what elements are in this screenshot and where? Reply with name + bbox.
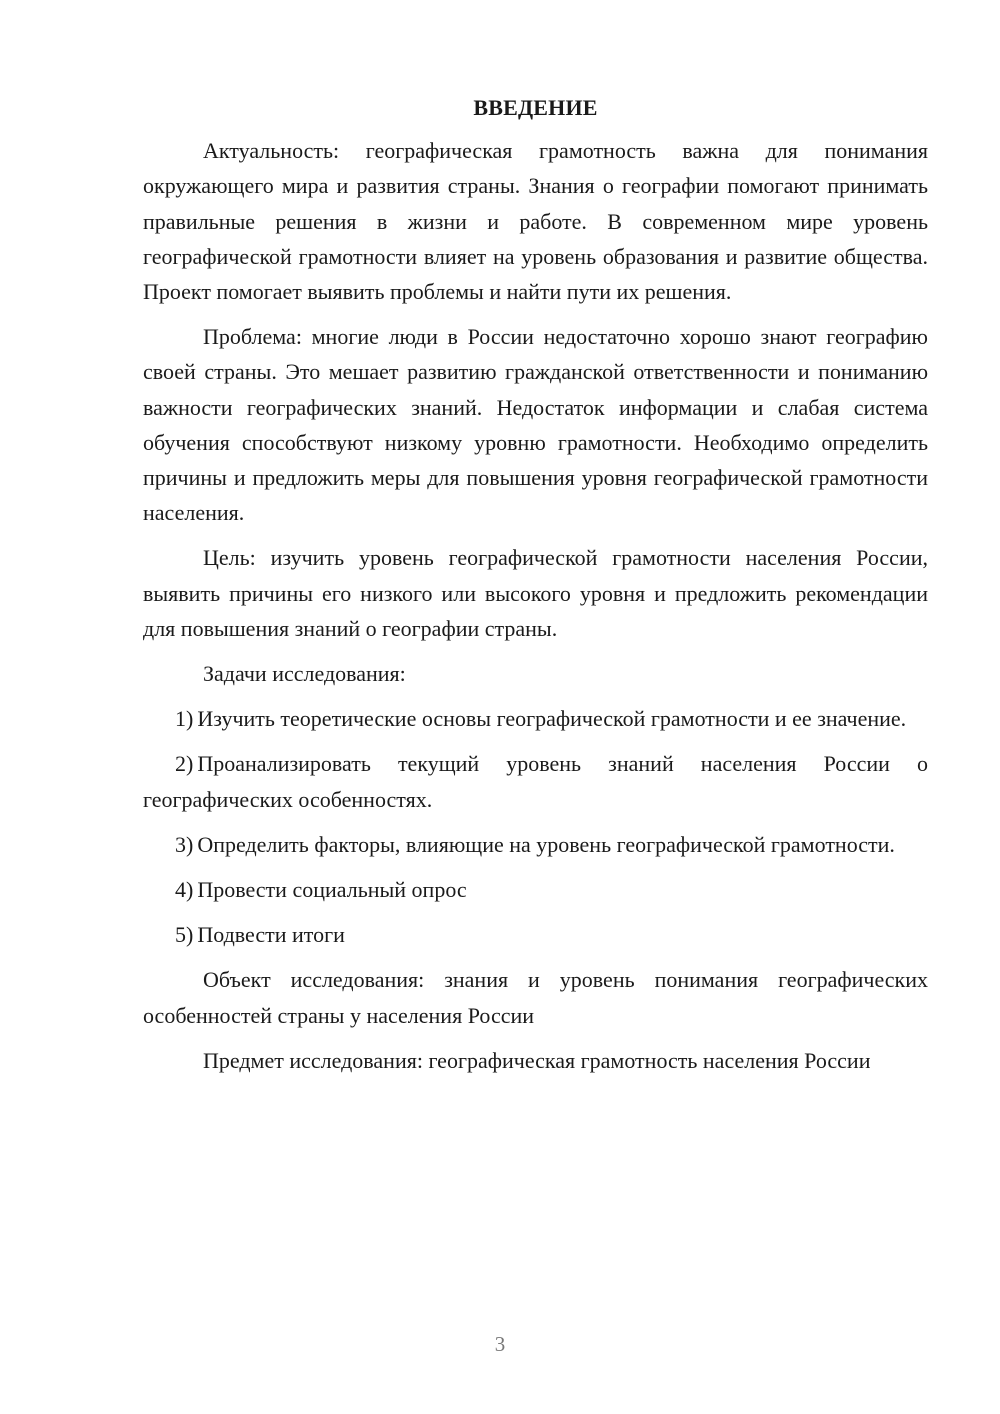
task-item-1 [143, 701, 928, 736]
relevance-paragraph: Актуальность: географическая грамотность важна для понимания окружающего мира и развития страны. Знания о географии помогают принимать правильные решения в жизни и работе. В современном мире уровень географической грамотности влияет на уровень образования и развитие общества. Проект помогает выявить проблемы и найти пути их решения. [143, 138, 928, 305]
task-number: 1) [175, 706, 194, 732]
task-text: Изучить теоретические основы географической грамотности и ее значение. [197, 706, 907, 732]
task-text: Проанализировать текущий уровень знаний населения России о географических особенностях. [143, 751, 928, 812]
task-number: 4) [175, 877, 194, 903]
task-item-5 [143, 917, 928, 952]
section-heading: ВВЕДЕНИЕ [473, 95, 598, 120]
tasks-list [143, 701, 928, 952]
subject-paragraph: Предмет исследования: географическая грамотность населения России [203, 1047, 871, 1073]
tasks-heading: Задачи исследования: [203, 661, 406, 687]
task-text: Провести социальный опрос [197, 877, 467, 903]
problem-paragraph: Проблема: многие люди в России недостаточно хорошо знают географию своей страны. Это мешает развитию гражданской ответственности и пониманию важности географических знаний. Недостаток информации и слабая система обучения способствуют низкому уровню грамотности. Необходимо определить причины и предложить меры для повышения уровня географической грамотности населения. [143, 324, 928, 526]
task-item-2 [143, 746, 928, 816]
goal-paragraph: Цель: изучить уровень географической грамотности населения России, выявить причины его низкого или высокого уровня и предложить рекомендации для повышения знаний о географии страны. [143, 545, 928, 641]
task-text: Определить факторы, влияющие на уровень географической грамотности. [197, 831, 895, 857]
task-number: 5) [175, 922, 194, 948]
task-number: 3) [175, 831, 194, 857]
task-text: Подвести итоги [197, 922, 345, 948]
page-number: 3 [494, 1332, 506, 1356]
object-paragraph: Объект исследования: знания и уровень понимания географических особенностей страны у населения России [143, 967, 928, 1028]
document-page [143, 90, 928, 1088]
task-number: 2) [175, 751, 194, 777]
task-item-4 [143, 872, 928, 907]
task-item-3 [143, 827, 928, 862]
